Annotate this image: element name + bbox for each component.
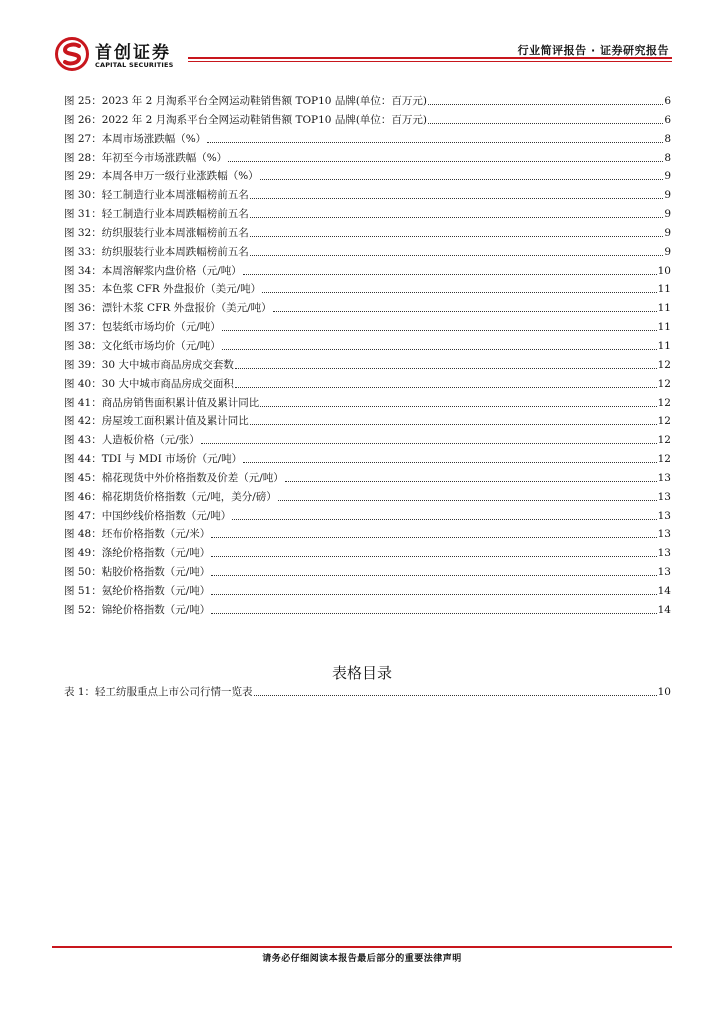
- toc-leader-dots: [211, 582, 656, 595]
- toc-entry-label: 图 27：本周市场涨跌幅（%）: [64, 132, 207, 145]
- toc-entry-label: 图 38：文化纸市场均价（元/吨）: [64, 339, 221, 352]
- toc-leader-dots: [235, 356, 657, 369]
- toc-entry-page: 11: [657, 283, 671, 296]
- toc-entry-page: 13: [657, 490, 671, 503]
- toc-entry-label: 图 42：房屋竣工面积累计值及累计同比: [64, 415, 249, 428]
- toc-entry-page: 13: [657, 547, 671, 560]
- toc-entry-page: 12: [657, 358, 671, 371]
- report-type: 行业简评报告 · 证券研究报告: [517, 44, 669, 57]
- toc-entry[interactable]: [64, 318, 671, 337]
- toc-entry-page: 9: [664, 189, 671, 202]
- brand-name-en: CAPITAL SECURITIES: [95, 61, 174, 69]
- figure-toc: [64, 92, 671, 620]
- toc-entry-page: 11: [657, 339, 671, 352]
- logo-mark-icon: [55, 37, 91, 71]
- toc-leader-dots: [232, 507, 656, 520]
- toc-entry-label: 图 50：粘胶价格指数（元/吨）: [64, 566, 211, 579]
- toc-entry-label: 图 44：TDI 与 MDI 市场价（元/吨）: [64, 453, 243, 466]
- header-rule: [188, 57, 672, 59]
- toc-entry-label: 图 52：锦纶价格指数（元/吨）: [64, 603, 211, 616]
- toc-entry[interactable]: [64, 130, 671, 149]
- toc-entry-label: 图 49：涤纶价格指数（元/吨）: [64, 547, 211, 560]
- toc-entry[interactable]: [64, 149, 671, 168]
- table-toc: [64, 683, 671, 702]
- toc-entry-label: 图 39：30 大中城市商品房成交套数: [64, 358, 234, 371]
- toc-leader-dots: [428, 92, 663, 105]
- toc-entry-label: 图 37：包装纸市场均价（元/吨）: [64, 321, 221, 334]
- toc-entry[interactable]: [64, 431, 671, 450]
- toc-leader-dots: [260, 394, 656, 407]
- toc-entry-label: 图 36：漂针木浆 CFR 外盘报价（美元/吨）: [64, 302, 272, 315]
- toc-entry-label: 图 41：商品房销售面积累计值及累计同比: [64, 396, 260, 409]
- toc-entry[interactable]: [64, 601, 671, 620]
- toc-entry-label: 表 1：轻工纺服重点上市公司行情一览表: [64, 686, 253, 698]
- toc-entry[interactable]: [64, 262, 671, 281]
- toc-leader-dots: [243, 450, 656, 463]
- toc-leader-dots: [207, 130, 663, 143]
- toc-entry[interactable]: [64, 280, 671, 299]
- footer-rule: [52, 946, 672, 948]
- toc-entry-page: 9: [664, 208, 671, 221]
- header-rule-thin: [188, 61, 672, 62]
- toc-entry-page: 9: [664, 245, 671, 258]
- toc-entry-label: 图 25：2023 年 2 月淘系平台全网运动鞋销售额 TOP10 品牌(单位：百万元): [64, 95, 428, 107]
- toc-entry-page: 8: [664, 151, 671, 164]
- toc-entry[interactable]: [64, 394, 671, 413]
- table-toc-heading: 表格目录: [331, 664, 392, 682]
- toc-entry-page: 6: [664, 95, 671, 107]
- toc-entry[interactable]: [64, 412, 671, 431]
- toc-entry-page: 11: [657, 302, 671, 315]
- toc-entry-page: 14: [657, 584, 671, 597]
- toc-leader-dots: [201, 431, 657, 444]
- toc-entry[interactable]: [64, 186, 671, 205]
- toc-leader-dots: [222, 337, 657, 350]
- toc-entry-label: 图 26：2022 年 2 月淘系平台全网运动鞋销售额 TOP10 品牌(单位：百万元): [64, 113, 428, 126]
- toc-leader-dots: [228, 149, 663, 162]
- legal-disclaimer: 请务必仔细阅读本报告最后部分的重要法律声明: [262, 954, 462, 964]
- toc-entry[interactable]: [64, 224, 671, 243]
- toc-entry-page: 13: [657, 566, 671, 579]
- toc-entry-page: 9: [664, 170, 671, 183]
- toc-entry-page: 8: [664, 132, 671, 145]
- toc-entry[interactable]: [64, 507, 671, 526]
- toc-leader-dots: [260, 167, 664, 180]
- toc-entry-label: 图 47：中国纱线价格指数（元/吨）: [64, 509, 232, 522]
- toc-entry[interactable]: [64, 243, 671, 262]
- toc-entry-page: 12: [657, 377, 671, 390]
- toc-entry-label: 图 34：本周溶解浆内盘价格（元/吨）: [64, 264, 242, 277]
- toc-entry-label: 图 28：年初至今市场涨跌幅（%）: [64, 151, 228, 164]
- toc-leader-dots: [250, 186, 664, 199]
- toc-entry[interactable]: [64, 167, 671, 186]
- toc-entry[interactable]: [64, 450, 671, 469]
- toc-entry-page: 12: [657, 434, 671, 447]
- toc-entry[interactable]: [64, 356, 671, 375]
- toc-entry[interactable]: [64, 299, 671, 318]
- toc-entry-label: 图 43：人造板价格（元/张）: [64, 434, 200, 447]
- toc-entry[interactable]: [64, 469, 671, 488]
- page-header: [0, 0, 724, 72]
- toc-leader-dots: [428, 111, 663, 124]
- toc-entry-label: 图 35：本色浆 CFR 外盘报价（美元/吨）: [64, 283, 262, 296]
- capital-securities-logo: [55, 37, 195, 71]
- toc-entry[interactable]: [64, 337, 671, 356]
- toc-leader-dots: [250, 412, 657, 425]
- toc-entry-page: 13: [657, 528, 671, 541]
- toc-entry-label: 图 46：棉花期货价格指数（元/吨，美分/磅）: [64, 490, 277, 503]
- toc-entry-page: 12: [657, 396, 671, 409]
- toc-entry-page: 6: [664, 113, 671, 126]
- toc-leader-dots: [211, 601, 656, 614]
- toc-entry-page: 12: [657, 415, 671, 428]
- toc-leader-dots: [235, 375, 657, 388]
- toc-entry-page: 10: [657, 686, 671, 698]
- toc-entry[interactable]: [64, 582, 671, 601]
- toc-entry-page: 13: [657, 471, 671, 484]
- toc-entry[interactable]: [64, 683, 671, 702]
- toc-leader-dots: [211, 544, 656, 557]
- toc-entry-label: 图 31：轻工制造行业本周跌幅榜前五名: [64, 208, 249, 221]
- toc-leader-dots: [222, 318, 657, 331]
- toc-entry[interactable]: [64, 375, 671, 394]
- toc-entry-page: 11: [657, 321, 671, 334]
- toc-leader-dots: [243, 262, 657, 275]
- toc-leader-dots: [278, 488, 657, 501]
- toc-entry-page: 9: [664, 226, 671, 239]
- toc-entry-label: 图 29：本周各申万一级行业涨跌幅（%）: [64, 170, 259, 183]
- toc-leader-dots: [262, 280, 656, 293]
- toc-entry-label: 图 51：氨纶价格指数（元/吨）: [64, 584, 211, 597]
- toc-leader-dots: [285, 469, 657, 482]
- toc-entry-page: 10: [657, 264, 671, 277]
- toc-entry-page: 13: [657, 509, 671, 522]
- toc-leader-dots: [250, 243, 664, 256]
- toc-entry-page: 14: [657, 603, 671, 616]
- toc-entry-label: 图 40：30 大中城市商品房成交面积: [64, 377, 234, 390]
- toc-entry-label: 图 48：坯布价格指数（元/米）: [64, 528, 211, 541]
- toc-entry[interactable]: [64, 563, 671, 582]
- toc-entry-label: 图 30：轻工制造行业本周涨幅榜前五名: [64, 189, 249, 202]
- toc-entry-label: 图 32：纺织服装行业本周涨幅榜前五名: [64, 226, 249, 239]
- toc-leader-dots: [273, 299, 657, 312]
- toc-leader-dots: [250, 205, 664, 218]
- toc-entry[interactable]: [64, 111, 671, 130]
- toc-entry[interactable]: [64, 525, 671, 544]
- toc-entry-label: 图 33：纺织服装行业本周跌幅榜前五名: [64, 245, 249, 258]
- toc-entry-label: 图 45：棉花现货中外价格指数及价差（元/吨）: [64, 471, 284, 484]
- brand-name-cn: 首创证券: [95, 43, 171, 63]
- toc-entry[interactable]: [64, 92, 671, 111]
- toc-leader-dots: [254, 683, 657, 696]
- toc-leader-dots: [250, 224, 664, 237]
- toc-entry-page: 12: [657, 453, 671, 466]
- toc-entry[interactable]: [64, 488, 671, 507]
- toc-leader-dots: [211, 563, 656, 576]
- toc-entry[interactable]: [64, 544, 671, 563]
- toc-entry[interactable]: [64, 205, 671, 224]
- toc-leader-dots: [211, 525, 656, 538]
